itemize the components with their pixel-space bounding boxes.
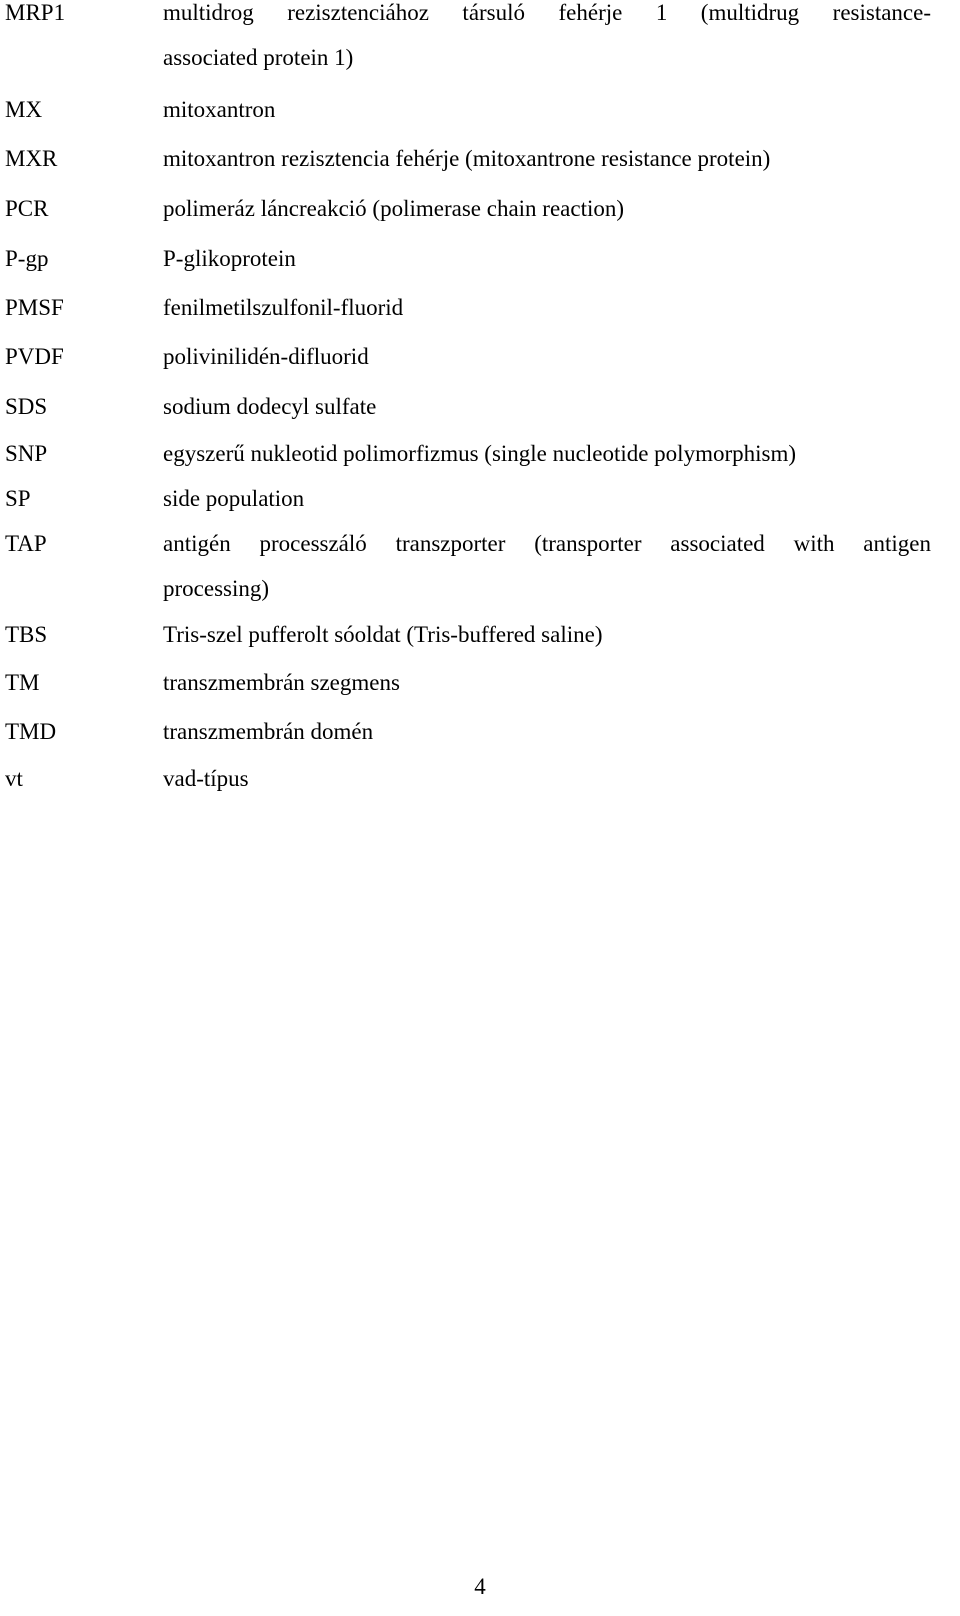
abbreviation-term: TAP	[5, 531, 47, 556]
abbreviation-term: SNP	[5, 441, 48, 466]
page-number: 4	[474, 1574, 486, 1599]
definition-line: vad-típus	[163, 766, 249, 791]
abbreviation-term: MX	[5, 97, 43, 122]
abbreviation-definition	[163, 766, 931, 792]
abbreviation-definition	[163, 622, 931, 648]
definition-line: antigén processzáló transzporter (transporter associated with antigen	[163, 531, 931, 556]
abbreviation-definition	[163, 441, 931, 467]
definition-line: sodium dodecyl sulfate	[163, 394, 377, 419]
definition-line: transzmembrán szegmens	[163, 670, 400, 695]
abbreviation-term: TM	[5, 670, 40, 695]
abbreviation-term: TMD	[5, 719, 57, 744]
abbreviation-term: P-gp	[5, 246, 49, 271]
abbreviation-definition	[163, 146, 931, 172]
definition-line: mitoxantron rezisztencia fehérje (mitoxantrone resistance protein)	[163, 146, 771, 171]
abbreviation-definition	[163, 295, 931, 321]
abbreviation-term: PMSF	[5, 295, 64, 320]
abbreviation-definition	[163, 0, 931, 71]
definition-line: P-glikoprotein	[163, 246, 296, 271]
abbreviation-definition	[163, 344, 931, 370]
definition-line: Tris-szel pufferolt sóoldat (Tris-buffered saline)	[163, 622, 603, 647]
abbreviation-definition	[163, 246, 931, 272]
abbreviation-term: PVDF	[5, 344, 64, 369]
abbreviation-definition	[163, 196, 931, 222]
abbreviation-definition	[163, 670, 931, 696]
definition-line: transzmembrán domén	[163, 719, 374, 744]
abbreviation-term: SDS	[5, 394, 48, 419]
definition-line: polivinilidén-difluorid	[163, 344, 369, 369]
definition-line: multidrog rezisztenciához társuló fehérje 1 (multidrug resistance-	[163, 0, 931, 25]
abbreviation-term: MXR	[5, 146, 58, 171]
abbreviation-term: PCR	[5, 196, 49, 221]
abbreviation-definition	[163, 486, 931, 512]
definition-line: processing)	[163, 576, 270, 601]
definition-line: egyszerű nukleotid polimorfizmus (single nucleotide polymorphism)	[163, 441, 797, 466]
definition-line: associated protein 1)	[163, 45, 354, 70]
definition-line: fenilmetilszulfonil-fluorid	[163, 295, 404, 320]
abbreviation-term: SP	[5, 486, 31, 511]
definition-line: side population	[163, 486, 305, 511]
definition-line: polimeráz láncreakció (polimerase chain reaction)	[163, 196, 625, 221]
abbreviation-term: vt	[5, 766, 23, 791]
abbreviation-definition	[163, 531, 931, 602]
definition-line: mitoxantron	[163, 97, 276, 122]
abbreviation-definition	[163, 97, 931, 123]
abbreviation-definition	[163, 394, 931, 420]
abbreviation-definition	[163, 719, 931, 745]
abbreviation-term: TBS	[5, 622, 48, 647]
abbreviation-term: MRP1	[5, 0, 66, 25]
